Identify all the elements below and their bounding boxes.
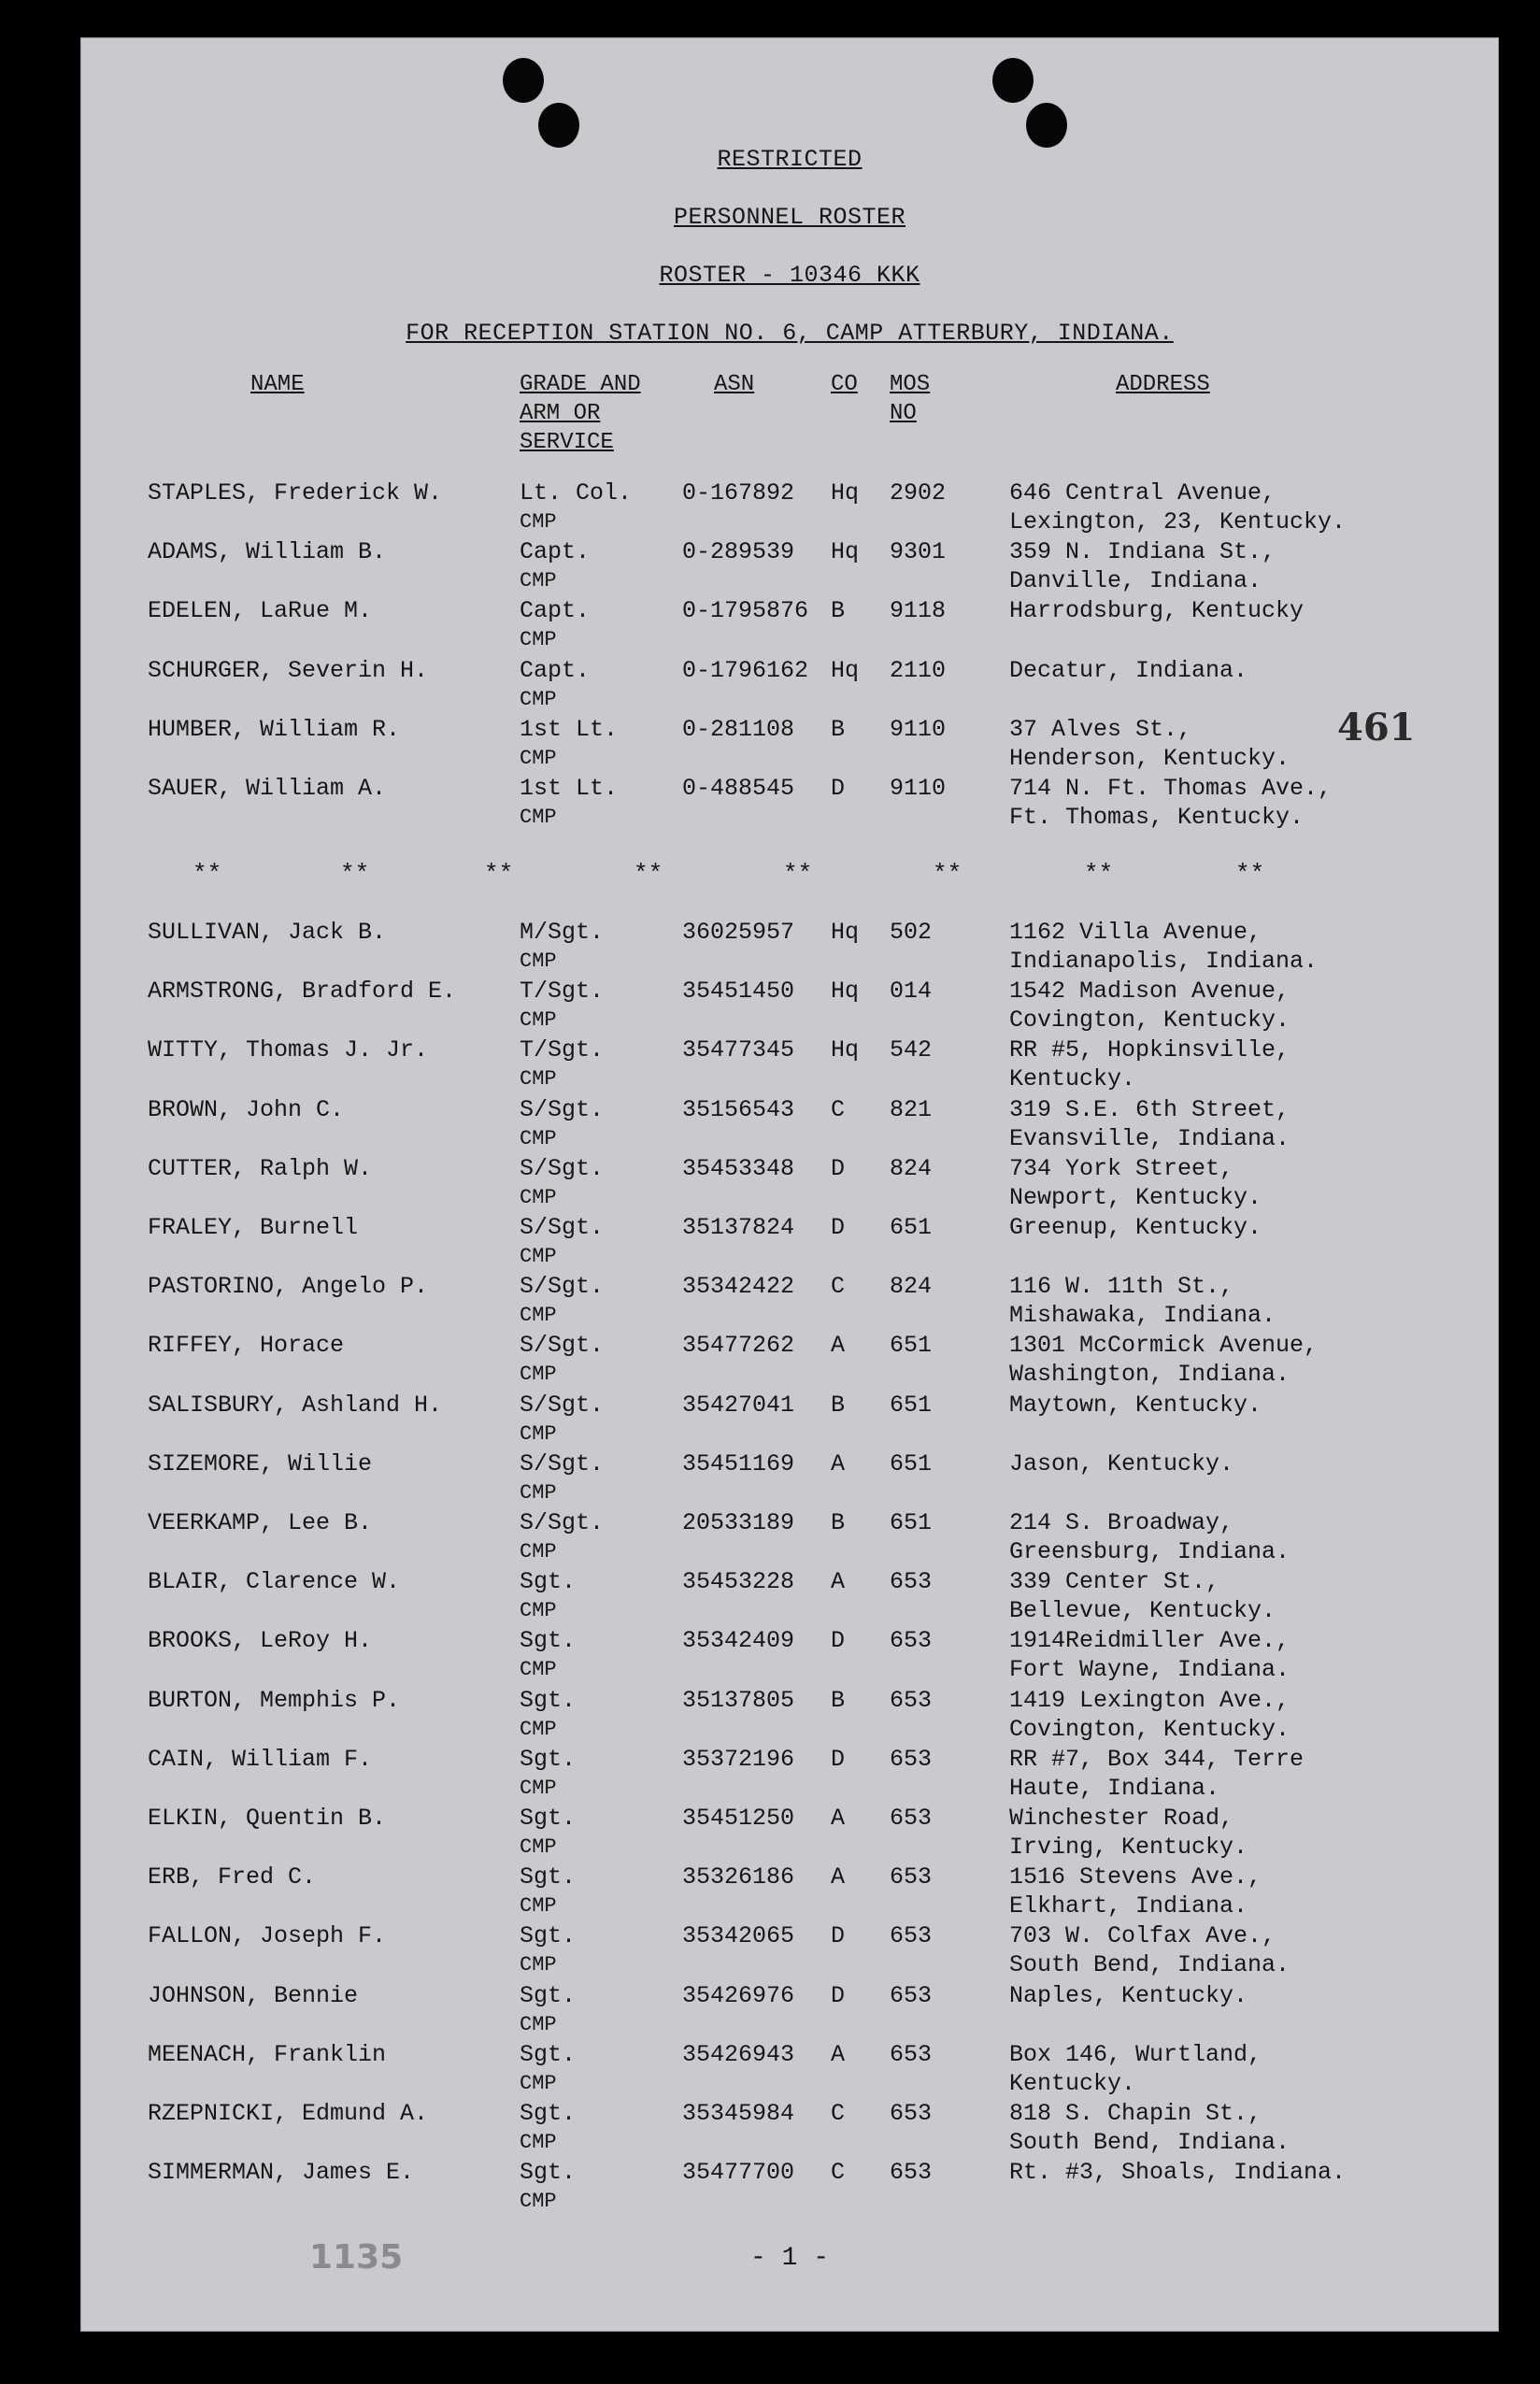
asn-cell: 35372196 xyxy=(682,1745,795,1773)
company-cell: C xyxy=(831,1273,846,1301)
mos-cell: 653 xyxy=(890,1922,933,1950)
separator-asterisks: ** xyxy=(634,860,663,888)
arm-service-cell: CMP xyxy=(520,746,557,770)
grade-cell: Sgt. xyxy=(520,1805,577,1832)
company-cell: Hq xyxy=(831,479,860,507)
address-line-2: South Bend, Indiana. xyxy=(1009,1951,1290,1979)
company-cell: A xyxy=(831,2040,846,2068)
asn-cell: 35156543 xyxy=(682,1095,795,1123)
grade-cell: S/Sgt. xyxy=(520,1273,605,1301)
asn-cell: 0-281108 xyxy=(682,715,795,743)
person-name: FRALEY, Burnell xyxy=(148,1214,359,1241)
column-header-address: ADDRESS xyxy=(1116,372,1210,397)
table-row xyxy=(80,1154,1499,1212)
address-line-1: 1542 Madison Avenue, xyxy=(1009,978,1290,1006)
address-line-2: Washington, Indiana. xyxy=(1009,1361,1290,1389)
grade-cell: T/Sgt. xyxy=(520,978,605,1006)
separator-asterisks: ** xyxy=(783,860,813,888)
asn-cell: 35451250 xyxy=(682,1805,795,1832)
address-line-1: RR #7, Box 344, Terre xyxy=(1009,1745,1305,1773)
column-header-name: NAME xyxy=(250,372,305,397)
asn-cell: 0-488545 xyxy=(682,775,795,802)
address-line-1: 703 W. Colfax Ave., xyxy=(1009,1922,1276,1950)
mos-cell: 9301 xyxy=(890,538,947,566)
asn-cell: 0-289539 xyxy=(682,538,795,566)
mos-cell: 2902 xyxy=(890,479,947,507)
column-header-asn: ASN xyxy=(714,372,755,397)
roster-page xyxy=(80,37,1499,2332)
address-line-2: Evansville, Indiana. xyxy=(1009,1124,1290,1152)
address-line-1: 714 N. Ft. Thomas Ave., xyxy=(1009,775,1333,802)
station-heading: FOR RECEPTION STATION NO. 6, CAMP ATTERBURY, INDIANA. xyxy=(406,320,1174,347)
company-cell: Hq xyxy=(831,919,860,946)
mos-cell: 651 xyxy=(890,1214,933,1241)
address-line-1: 1419 Lexington Ave., xyxy=(1009,1686,1290,1714)
person-name: RIFFEY, Horace xyxy=(148,1332,345,1360)
arm-service-cell: CMP xyxy=(520,1480,557,1505)
column-header-mos: MOS NO xyxy=(890,372,931,426)
grade-cell: Sgt. xyxy=(520,2100,577,2127)
person-name: HUMBER, William R. xyxy=(148,715,401,743)
grade-cell: Sgt. xyxy=(520,1686,577,1714)
grade-cell: S/Sgt. xyxy=(520,1214,605,1241)
address-line-2: Greensburg, Indiana. xyxy=(1009,1538,1290,1565)
person-name: BROOKS, LeRoy H. xyxy=(148,1627,373,1655)
address-line-2: Ft. Thomas, Kentucky. xyxy=(1009,804,1305,831)
arm-service-cell: CMP xyxy=(520,1953,557,1977)
company-cell: B xyxy=(831,1391,846,1419)
mos-cell: 502 xyxy=(890,919,933,946)
asn-cell: 0-1795876 xyxy=(682,597,809,625)
punch-hole xyxy=(503,58,544,103)
arm-service-cell: CMP xyxy=(520,2012,557,2036)
table-row xyxy=(80,1981,1499,2039)
table-row xyxy=(80,656,1499,714)
address-line-1: Maytown, Kentucky. xyxy=(1009,1391,1262,1419)
arm-service-cell: CMP xyxy=(520,510,557,534)
mos-cell: 653 xyxy=(890,1805,933,1832)
asn-cell: 35342409 xyxy=(682,1627,795,1655)
table-row xyxy=(80,1272,1499,1330)
table-row xyxy=(80,1035,1499,1093)
arm-service-cell: CMP xyxy=(520,1835,557,1859)
grade-cell: Sgt. xyxy=(520,2159,577,2187)
address-line-1: 818 S. Chapin St., xyxy=(1009,2100,1262,2127)
grade-cell: Capt. xyxy=(520,597,591,625)
asn-cell: 0-1796162 xyxy=(682,656,809,684)
address-line-1: Naples, Kentucky. xyxy=(1009,1981,1248,2009)
table-row xyxy=(80,1213,1499,1271)
address-line-1: 319 S.E. 6th Street, xyxy=(1009,1095,1290,1123)
mos-cell: 9110 xyxy=(890,715,947,743)
person-name: EDELEN, LaRue M. xyxy=(148,597,373,625)
company-cell: D xyxy=(831,1154,846,1182)
address-line-1: 339 Center St., xyxy=(1009,1568,1220,1596)
arm-service-cell: CMP xyxy=(520,569,557,593)
table-row xyxy=(80,1449,1499,1507)
mos-cell: 653 xyxy=(890,1627,933,1655)
person-name: BURTON, Memphis P. xyxy=(148,1686,401,1714)
table-row xyxy=(80,715,1499,773)
person-name: STAPLES, Frederick W. xyxy=(148,479,443,507)
arm-service-cell: CMP xyxy=(520,1126,557,1150)
document-title: PERSONNEL ROSTER xyxy=(673,204,906,231)
mos-cell: 653 xyxy=(890,2040,933,2068)
asn-cell: 35426976 xyxy=(682,1981,795,2009)
grade-cell: Sgt. xyxy=(520,1863,577,1891)
person-name: SIMMERMAN, James E. xyxy=(148,2159,415,2187)
company-cell: D xyxy=(831,1214,846,1241)
serial-number: 1135 xyxy=(309,2238,404,2277)
arm-service-cell: CMP xyxy=(520,1067,557,1092)
mos-cell: 653 xyxy=(890,1686,933,1714)
table-row xyxy=(80,1863,1499,1920)
table-row xyxy=(80,478,1499,536)
grade-cell: M/Sgt. xyxy=(520,919,605,946)
address-line-1: Winchester Road, xyxy=(1009,1805,1234,1832)
grade-cell: Sgt. xyxy=(520,1981,577,2009)
file-stamp: 461 xyxy=(1337,706,1416,749)
company-cell: C xyxy=(831,2100,846,2127)
asn-cell: 35453228 xyxy=(682,1568,795,1596)
punch-hole xyxy=(992,58,1034,103)
arm-service-cell: CMP xyxy=(520,1717,557,1741)
company-cell: B xyxy=(831,715,846,743)
separator-asterisks: ** xyxy=(1084,860,1114,888)
mos-cell: 651 xyxy=(890,1391,933,1419)
person-name: SULLIVAN, Jack B. xyxy=(148,919,387,946)
table-row xyxy=(80,1745,1499,1803)
address-line-2: Elkhart, Indiana. xyxy=(1009,1892,1248,1920)
address-line-2: Henderson, Kentucky. xyxy=(1009,744,1290,772)
punch-hole xyxy=(538,103,579,148)
company-cell: D xyxy=(831,1627,846,1655)
asn-cell: 36025957 xyxy=(682,919,795,946)
table-row xyxy=(80,2099,1499,2157)
grade-cell: Sgt. xyxy=(520,1922,577,1950)
page-number: - 1 - xyxy=(749,2244,829,2273)
table-row xyxy=(80,1804,1499,1862)
mos-cell: 653 xyxy=(890,1863,933,1891)
person-name: SCHURGER, Severin H. xyxy=(148,656,429,684)
asn-cell: 35345984 xyxy=(682,2100,795,2127)
table-row xyxy=(80,1626,1499,1684)
address-line-1: Box 146, Wurtland, xyxy=(1009,2040,1262,2068)
mos-cell: 824 xyxy=(890,1154,933,1182)
mos-cell: 651 xyxy=(890,1509,933,1536)
mos-cell: 651 xyxy=(890,1449,933,1478)
table-row xyxy=(80,1567,1499,1625)
arm-service-cell: CMP xyxy=(520,2190,557,2214)
table-row xyxy=(80,2158,1499,2216)
address-line-2: Kentucky. xyxy=(1009,1065,1136,1093)
company-cell: A xyxy=(831,1332,846,1360)
column-header-grade: GRADE AND ARM OR SERVICE xyxy=(520,372,641,455)
company-cell: D xyxy=(831,775,846,802)
person-name: SAUER, William A. xyxy=(148,775,387,802)
person-name: SALISBURY, Ashland H. xyxy=(148,1391,443,1419)
address-line-1: 646 Central Avenue, xyxy=(1009,479,1276,507)
person-name: FALLON, Joseph F. xyxy=(148,1922,387,1950)
table-row xyxy=(80,1331,1499,1389)
asn-cell: 35477700 xyxy=(682,2159,795,2187)
mos-cell: 821 xyxy=(890,1095,933,1123)
person-name: ADAMS, William B. xyxy=(148,538,387,566)
address-line-1: 1914Reidmiller Ave., xyxy=(1009,1627,1290,1655)
roster-number: ROSTER - 10346 KKK xyxy=(659,262,920,289)
address-line-1: 37 Alves St., xyxy=(1009,715,1192,743)
classification-heading: RESTRICTED xyxy=(717,146,863,173)
asn-cell: 20533189 xyxy=(682,1509,795,1536)
address-line-2: Covington, Kentucky. xyxy=(1009,1006,1290,1035)
person-name: ERB, Fred C. xyxy=(148,1863,317,1891)
table-row xyxy=(80,1391,1499,1449)
grade-cell: Sgt. xyxy=(520,2040,577,2068)
person-name: VEERKAMP, Lee B. xyxy=(148,1509,373,1536)
table-row xyxy=(80,596,1499,654)
separator-asterisks: ** xyxy=(933,860,962,888)
address-line-2: Haute, Indiana. xyxy=(1009,1774,1220,1802)
person-name: SIZEMORE, Willie xyxy=(148,1449,373,1478)
address-line-1: 1162 Villa Avenue, xyxy=(1009,919,1262,946)
arm-service-cell: CMP xyxy=(520,1363,557,1387)
mos-cell: 2110 xyxy=(890,656,947,684)
mos-cell: 653 xyxy=(890,2100,933,2127)
table-row xyxy=(80,918,1499,976)
company-cell: A xyxy=(831,1805,846,1832)
grade-cell: S/Sgt. xyxy=(520,1095,605,1123)
company-cell: Hq xyxy=(831,656,860,684)
table-row xyxy=(80,977,1499,1035)
table-row xyxy=(80,1095,1499,1153)
grade-cell: Lt. Col. xyxy=(520,479,633,507)
person-name: BROWN, John C. xyxy=(148,1095,345,1123)
person-name: RZEPNICKI, Edmund A. xyxy=(148,2100,429,2127)
address-line-1: 1516 Stevens Ave., xyxy=(1009,1863,1262,1891)
table-row xyxy=(80,1921,1499,1979)
address-line-1: 1301 McCormick Avenue, xyxy=(1009,1332,1319,1360)
separator-asterisks: ** xyxy=(1235,860,1265,888)
company-cell: A xyxy=(831,1568,846,1596)
grade-cell: 1st Lt. xyxy=(520,715,619,743)
company-cell: B xyxy=(831,1509,846,1536)
mos-cell: 824 xyxy=(890,1273,933,1301)
mos-cell: 653 xyxy=(890,1568,933,1596)
section-separator xyxy=(80,860,1499,892)
asn-cell: 0-167892 xyxy=(682,479,795,507)
asn-cell: 35477262 xyxy=(682,1332,795,1360)
column-header-co: CO xyxy=(831,372,858,397)
mos-cell: 653 xyxy=(890,2159,933,2187)
asn-cell: 35342065 xyxy=(682,1922,795,1950)
grade-cell: S/Sgt. xyxy=(520,1509,605,1536)
separator-asterisks: ** xyxy=(340,860,370,888)
table-row xyxy=(80,2040,1499,2098)
address-line-2: Indianapolis, Indiana. xyxy=(1009,948,1319,975)
address-line-2: Danville, Indiana. xyxy=(1009,567,1262,595)
address-line-2: Covington, Kentucky. xyxy=(1009,1715,1290,1743)
asn-cell: 35326186 xyxy=(682,1863,795,1891)
grade-cell: Capt. xyxy=(520,538,591,566)
address-line-1: Jason, Kentucky. xyxy=(1009,1449,1234,1478)
address-line-2: Lexington, 23, Kentucky. xyxy=(1009,508,1347,535)
grade-cell: Capt. xyxy=(520,656,591,684)
person-name: CUTTER, Ralph W. xyxy=(148,1154,373,1182)
person-name: JOHNSON, Bennie xyxy=(148,1981,359,2009)
asn-cell: 35426943 xyxy=(682,2040,795,2068)
person-name: WITTY, Thomas J. Jr. xyxy=(148,1036,429,1064)
person-name: BLAIR, Clarence W. xyxy=(148,1568,401,1596)
grade-cell: S/Sgt. xyxy=(520,1449,605,1478)
arm-service-cell: CMP xyxy=(520,1894,557,1919)
person-name: CAIN, William F. xyxy=(148,1745,373,1773)
company-cell: C xyxy=(831,1095,846,1123)
person-name: PASTORINO, Angelo P. xyxy=(148,1273,429,1301)
mos-cell: 9110 xyxy=(890,775,947,802)
table-row xyxy=(80,1508,1499,1566)
grade-cell: Sgt. xyxy=(520,1627,577,1655)
table-row xyxy=(80,774,1499,832)
arm-service-cell: CMP xyxy=(520,1304,557,1328)
address-line-1: Greenup, Kentucky. xyxy=(1009,1214,1262,1241)
asn-cell: 35477345 xyxy=(682,1036,795,1064)
grade-cell: T/Sgt. xyxy=(520,1036,605,1064)
person-name: ELKIN, Quentin B. xyxy=(148,1805,387,1832)
address-line-2: South Bend, Indiana. xyxy=(1009,2129,1290,2156)
arm-service-cell: CMP xyxy=(520,806,557,829)
company-cell: D xyxy=(831,1745,846,1773)
company-cell: A xyxy=(831,1449,846,1478)
mos-cell: 542 xyxy=(890,1036,933,1064)
asn-cell: 35451450 xyxy=(682,978,795,1006)
arm-service-cell: CMP xyxy=(520,628,557,652)
asn-cell: 35137805 xyxy=(682,1686,795,1714)
address-line-2: Kentucky. xyxy=(1009,2069,1136,2097)
asn-cell: 35451169 xyxy=(682,1449,795,1478)
arm-service-cell: CMP xyxy=(520,1540,557,1563)
arm-service-cell: CMP xyxy=(520,949,557,973)
address-line-1: RR #5, Hopkinsville, xyxy=(1009,1036,1290,1064)
address-line-2: Newport, Kentucky. xyxy=(1009,1183,1262,1211)
company-cell: D xyxy=(831,1981,846,2009)
address-line-1: 734 York Street, xyxy=(1009,1154,1234,1182)
arm-service-cell: CMP xyxy=(520,1245,557,1268)
grade-cell: Sgt. xyxy=(520,1568,577,1596)
grade-cell: S/Sgt. xyxy=(520,1391,605,1419)
grade-cell: S/Sgt. xyxy=(520,1332,605,1360)
asn-cell: 35427041 xyxy=(682,1391,795,1419)
address-line-1: Harrodsburg, Kentucky xyxy=(1009,597,1305,625)
company-cell: D xyxy=(831,1922,846,1950)
company-cell: Hq xyxy=(831,978,860,1006)
company-cell: Hq xyxy=(831,538,860,566)
arm-service-cell: CMP xyxy=(520,1658,557,1682)
address-line-1: 116 W. 11th St., xyxy=(1009,1273,1234,1301)
address-line-1: Decatur, Indiana. xyxy=(1009,656,1248,684)
mos-cell: 651 xyxy=(890,1332,933,1360)
grade-cell: 1st Lt. xyxy=(520,775,619,802)
punch-hole xyxy=(1026,103,1067,148)
grade-cell: S/Sgt. xyxy=(520,1154,605,1182)
table-row xyxy=(80,1686,1499,1744)
company-cell: A xyxy=(831,1863,846,1891)
company-cell: B xyxy=(831,1686,846,1714)
address-line-2: Irving, Kentucky. xyxy=(1009,1834,1248,1861)
grade-cell: Sgt. xyxy=(520,1745,577,1773)
asn-cell: 35342422 xyxy=(682,1273,795,1301)
separator-asterisks: ** xyxy=(484,860,514,888)
arm-service-cell: CMP xyxy=(520,2131,557,2154)
address-line-1: 214 S. Broadway, xyxy=(1009,1509,1234,1536)
company-cell: C xyxy=(831,2159,846,2187)
arm-service-cell: CMP xyxy=(520,1008,557,1033)
address-line-2: Fort Wayne, Indiana. xyxy=(1009,1656,1290,1684)
arm-service-cell: CMP xyxy=(520,687,557,711)
arm-service-cell: CMP xyxy=(520,1421,557,1446)
address-line-2: Bellevue, Kentucky. xyxy=(1009,1597,1276,1625)
mos-cell: 653 xyxy=(890,1981,933,2009)
company-cell: Hq xyxy=(831,1036,860,1064)
person-name: MEENACH, Franklin xyxy=(148,2040,387,2068)
asn-cell: 35453348 xyxy=(682,1154,795,1182)
mos-cell: 014 xyxy=(890,978,933,1006)
arm-service-cell: CMP xyxy=(520,2071,557,2095)
company-cell: B xyxy=(831,597,846,625)
address-line-2: Mishawaka, Indiana. xyxy=(1009,1302,1276,1330)
mos-cell: 9118 xyxy=(890,597,947,625)
address-line-1: Rt. #3, Shoals, Indiana. xyxy=(1009,2159,1347,2187)
arm-service-cell: CMP xyxy=(520,1185,557,1209)
person-name: ARMSTRONG, Bradford E. xyxy=(148,978,457,1006)
asn-cell: 35137824 xyxy=(682,1214,795,1241)
table-row xyxy=(80,537,1499,595)
mos-cell: 653 xyxy=(890,1745,933,1773)
separator-asterisks: ** xyxy=(192,860,222,888)
address-line-1: 359 N. Indiana St., xyxy=(1009,538,1276,566)
arm-service-cell: CMP xyxy=(520,1776,557,1800)
arm-service-cell: CMP xyxy=(520,1599,557,1623)
